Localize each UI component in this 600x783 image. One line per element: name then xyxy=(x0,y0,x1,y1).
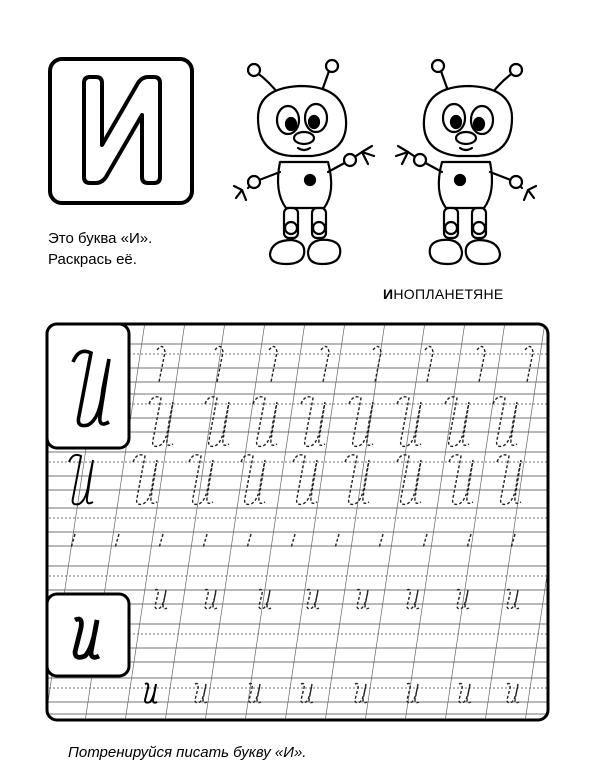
sample-box-lowercase xyxy=(47,594,129,676)
caption-rest: НОПЛАНЕТЯНЕ xyxy=(393,286,504,302)
footer-instruction: Потренируйся писать букву «И». xyxy=(68,744,307,761)
instructions xyxy=(48,228,152,270)
caption-first-letter: И xyxy=(383,286,394,302)
instruction-line-2: Раскрась её. xyxy=(48,251,137,268)
alien-left-icon xyxy=(228,58,378,278)
practice-row-6 xyxy=(145,684,519,703)
model-row-6 xyxy=(145,684,157,703)
sample-box-uppercase xyxy=(47,324,129,448)
handwriting-worksheet xyxy=(45,322,550,722)
alien-caption xyxy=(383,286,504,302)
block-letter-box xyxy=(48,57,194,205)
instruction-line-1: Это буква «И». xyxy=(48,230,153,247)
alien-right-icon xyxy=(392,58,542,278)
practice-row-1 xyxy=(157,346,533,382)
outlined-letter-I-icon xyxy=(52,61,190,201)
